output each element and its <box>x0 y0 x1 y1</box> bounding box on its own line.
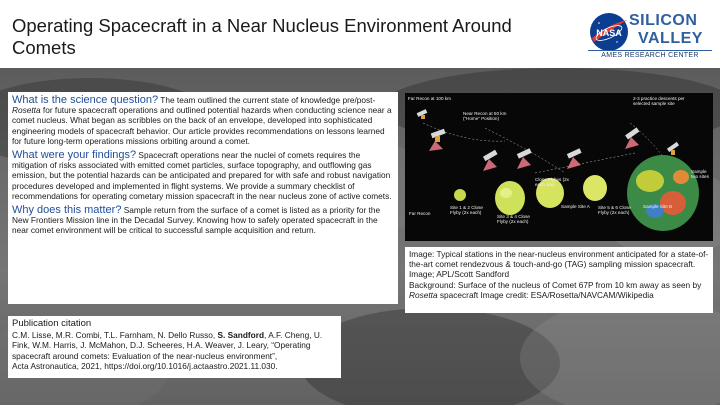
nasa-wordmark: NASA <box>596 28 622 38</box>
label-sample-site-b: Sample Site B <box>643 204 673 209</box>
science-summary-box <box>8 92 398 304</box>
logo-silicon: SILICON <box>629 12 698 29</box>
caption-image-credit: Image: Typical stations in the near-nucleus environment anticipated for a state-of-the-art comet rendezvous & touch-and-go (TAG) sampling mission spacecraft. Image; APL/Scott Sandford <box>409 249 709 280</box>
caption-rosetta-italic: Rosetta <box>409 289 438 300</box>
findings-text: Spacecraft operations near the nuclei of comets requires the mitigation of risks associated with emitted comet particles, surface topography, and outflowing gas emission, but the potential hazards can be anticipated and prepared for with safe and robust navigation procedures developed and implemented in flight systems. We provide a summary checklist of recommendations for operating cometary mission spacecraft in the near nucleus zone of active comets. <box>12 150 392 201</box>
science-question-text: The team outlined the current state of knowledge pre/post- <box>158 95 376 105</box>
logo-divider <box>588 50 712 51</box>
caption-background-text: Background: Surface of the nucleus of Comet 67P from 10 km away as seen by <box>409 279 702 290</box>
citation-authors: C.M. Lisse, M.R. Combi, T.L. Farnham, N. Dello Russo, <box>12 330 218 341</box>
label-sample-site-a: Sample Site A <box>561 204 590 209</box>
mission-stations-illustration <box>405 93 713 241</box>
question-2 <box>12 150 394 201</box>
logo-valley: VALLEY <box>638 30 703 47</box>
question-1 <box>12 95 394 146</box>
question-3 <box>12 205 394 236</box>
caption-background-credit <box>409 280 709 300</box>
science-question-text-2: for future spacecraft operations and outlined potential hazards when conducting science near a comet nucleus. What began as scribbles on the back of an envelope, developed into sophisticated engineering models of spacecraft behavior. Our article provides recommendations on lessons learned for future long-term operations missions orbiting around a comet. <box>12 105 392 146</box>
publication-citation-box <box>8 316 341 378</box>
nasa-ames-logo <box>586 10 714 62</box>
publication-heading: Publication citation <box>12 318 92 329</box>
label-near-recon: Near Recon at 50 km (“Home” Position) <box>463 111 507 122</box>
label-practice-descents: 2-3 practice descents per selected sample site <box>633 96 685 107</box>
label-sample-two-sites: Sample two sites <box>691 169 709 180</box>
citation-authors-rest: , A.F. Cheng, U. Fink, W.M. Harris, J. McMahon, D.J. Scheeres, H.A. Weaver, J. Leary, “Operating spacecraft around comets: Evaluation of the near-nucleus environment”, <box>12 330 323 361</box>
citation-journal: Acta Astronautica, 2021, https://doi.org/10.1016/j.actaastro.2021.11.030. <box>12 360 278 371</box>
citation-highlight-author: S. Sandford <box>217 330 265 341</box>
label-site-3-4: Site 3 & 4 Close Flyby (2x each) <box>497 214 530 225</box>
label-close-flybys: Close Flybys (2x each site) <box>535 177 569 188</box>
label-site-1-2: Site 1 & 2 Close Flyby (2x each) <box>450 205 483 216</box>
rosetta-italic: Rosetta <box>12 105 41 116</box>
label-site-5-6: Site 5 & 6 Close Flyby (2x each) <box>598 205 631 216</box>
label-far-recon-100: Far Recon at 100 km <box>408 96 451 101</box>
header <box>0 0 720 68</box>
why-matter-heading: Why does this matter? <box>12 204 122 217</box>
caption-background-text-2: spacecraft Image credit: ESA/Rosetta/NAVCAM/Wikipedia <box>437 289 654 300</box>
findings-heading: What were your findings? <box>12 149 137 162</box>
why-matter-text: Sample return from the surface of a comet is listed as a priority for the New Frontiers Mission line in the Decadal Survey. Knowing how to safely operated spacecraft in the near comet environment will be critical to successful sample acquisition and return. <box>12 205 381 236</box>
logo-ames: AMES RESEARCH CENTER <box>601 52 699 59</box>
science-question-heading: What is the science question? <box>12 94 159 106</box>
figure-caption-box <box>405 247 713 313</box>
nasa-meatball-icon <box>589 12 629 52</box>
page-title: Operating Spacecraft in a Near Nucleus Environment Around Comets <box>12 15 512 58</box>
label-far-recon: Far Recon <box>409 211 431 216</box>
mission-stations-figure <box>405 93 713 241</box>
